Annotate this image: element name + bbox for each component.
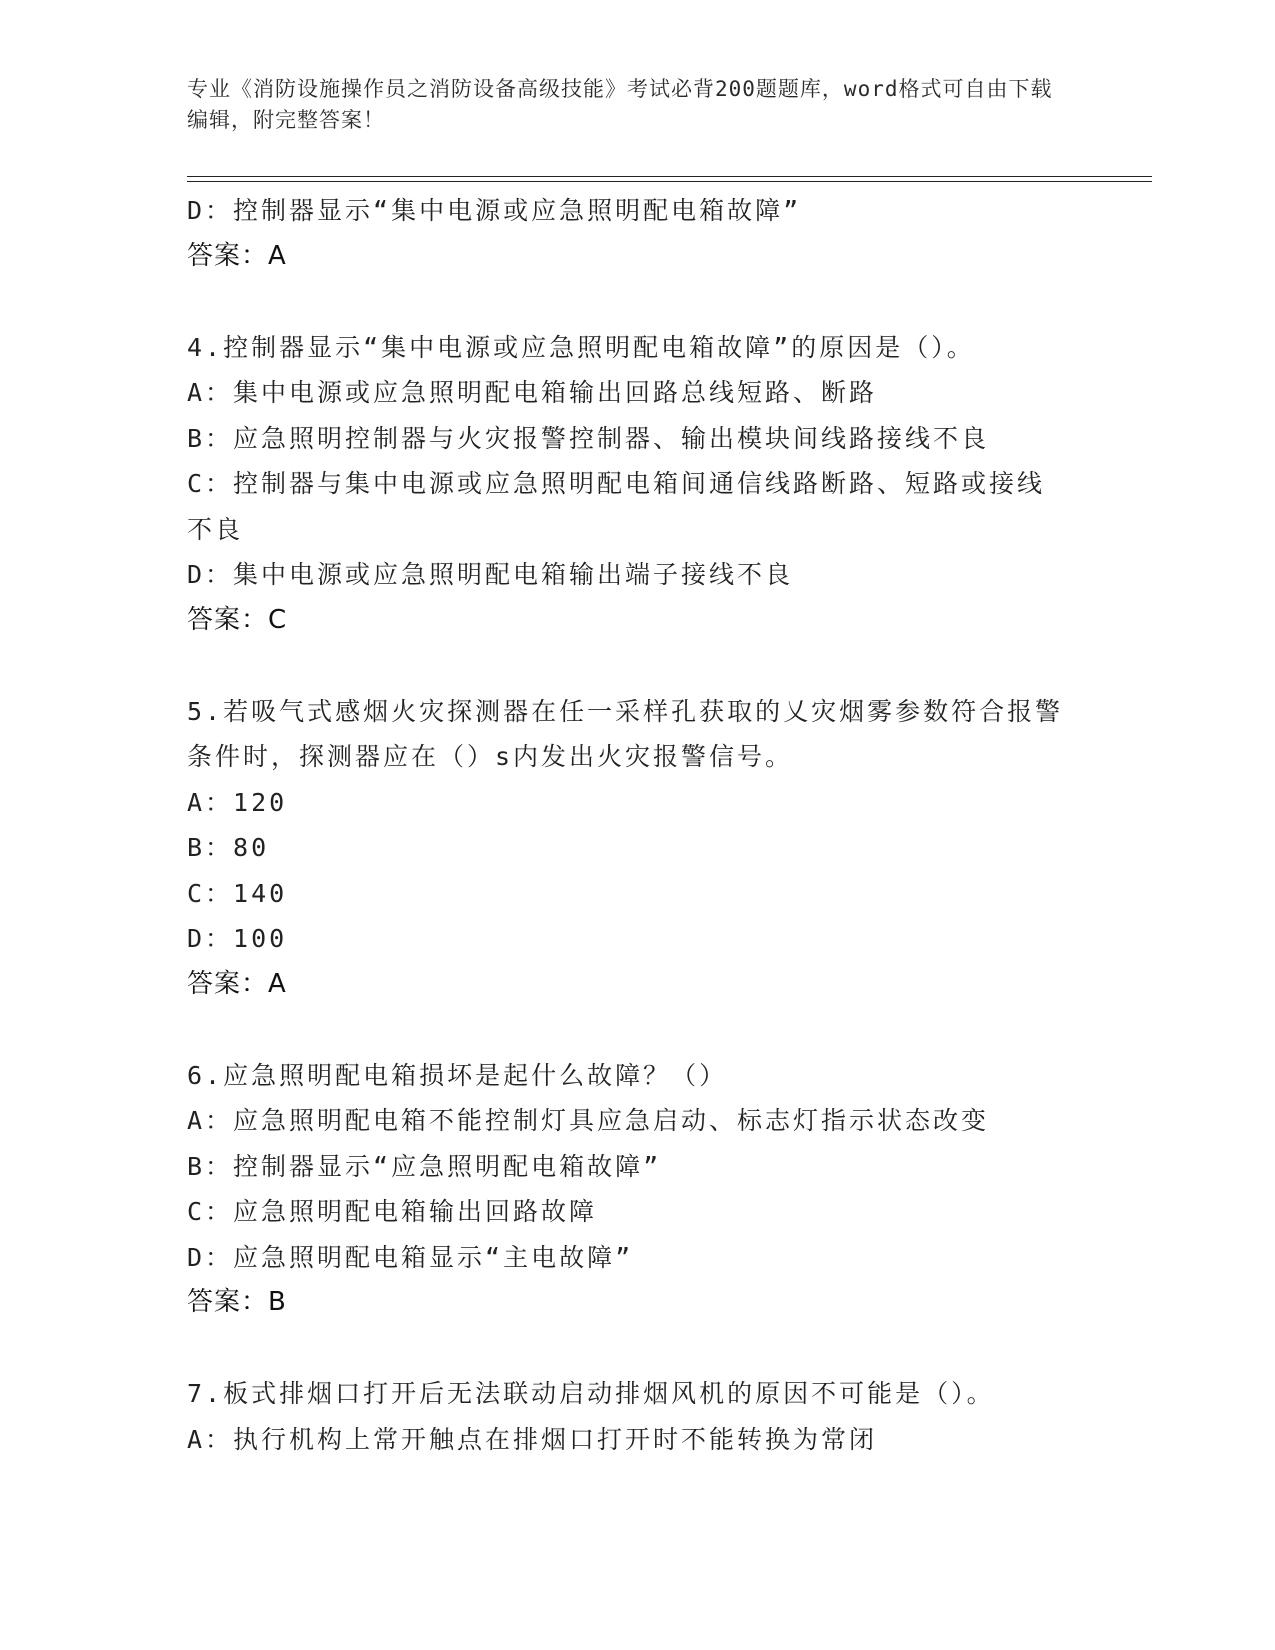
document-header: 专业《消防设施操作员之消防设备高级技能》考试必背200题题库，word格式可自由下载编辑，附完整答案！ <box>187 77 1053 132</box>
option-d: D：集中电源或应急照明配电箱输出端子接线不良 <box>187 560 794 589</box>
option-c: C：控制器与集中电源或应急照明配电箱间通信线路断路、短路或接线不良 <box>187 469 1046 544</box>
answer-line: 答案：C <box>187 604 288 635</box>
option-a: A：集中电源或应急照明配电箱输出回路总线短路、断路 <box>187 378 878 407</box>
option-d: D：控制器显示“集中电源或应急照明配电箱故障” <box>187 196 802 225</box>
answer-line: 答案：A <box>187 240 287 271</box>
option-a: A：应急照明配电箱不能控制灯具应急启动、标志灯指示状态改变 <box>187 1106 990 1135</box>
option-d: D：100 <box>187 924 288 953</box>
option-a: A：120 <box>187 787 288 817</box>
option-c: C：应急照明配电箱输出回路故障 <box>187 1197 598 1226</box>
question-stem: 5.若吸气式感烟火灾探测器在任一采样孔获取的乂灾烟雾参数符合报警条件时，探测器应在（）s内发出火灾报警信号。 <box>187 696 1064 771</box>
answer-line: 答案：B <box>187 1287 287 1317</box>
option-c: C：140 <box>187 878 288 908</box>
header-rule-bottom <box>187 181 1152 182</box>
question-stem: 7.板式排烟口打开后无法联动启动排烟风机的原因不可能是（）。 <box>187 1379 995 1408</box>
option-b: B：控制器显示“应急照明配电箱故障” <box>187 1151 662 1181</box>
option-b: B：80 <box>187 833 270 862</box>
header-rule-top <box>187 176 1152 177</box>
option-d: D：应急照明配电箱显示“主电故障” <box>187 1242 634 1272</box>
answer-line: 答案：A <box>187 968 287 999</box>
question-stem: 6.应急照明配电箱损坏是起什么故障？（） <box>187 1060 728 1090</box>
option-b: B：应急照明控制器与火灾报警控制器、输出模块间线路接线不良 <box>187 423 990 453</box>
question-stem: 4.控制器显示“集中电源或应急照明配电箱故障”的原因是（）。 <box>187 332 975 362</box>
question-content <box>187 188 1067 1462</box>
option-a: A：执行机构上常开触点在排烟口打开时不能转换为常闭 <box>187 1424 878 1454</box>
